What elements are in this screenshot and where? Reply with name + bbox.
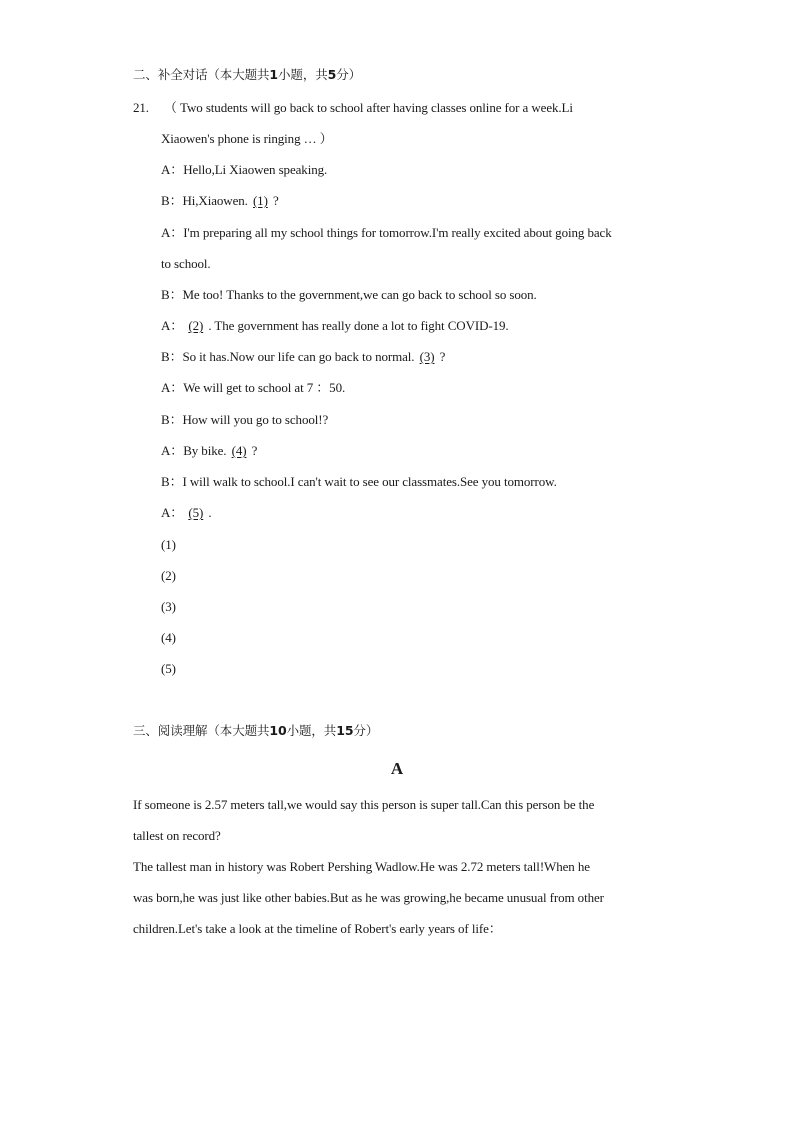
heading-score: 5 [327, 67, 337, 82]
answer-slot-1: (1) [161, 537, 176, 552]
blank-2: (2) [188, 318, 204, 333]
dialogue-line [161, 505, 212, 521]
dialogue-text: B：So it has.Now our life can go back to normal. [161, 349, 418, 364]
heading-count: 1 [269, 67, 279, 82]
dialogue-text: A： [161, 318, 187, 333]
dialogue-line: B：Me too! Thanks to the government,we can go back to school so soon. [161, 287, 537, 302]
dialogue-text: . The government has really done a lot to fight COVID-19. [205, 318, 509, 333]
dialogue-line: B：I will walk to school.I can't wait to see our classmates.See you tomorrow. [161, 474, 557, 489]
dialogue-text: A：By bike. [161, 443, 230, 458]
blank-1: (1) [252, 193, 268, 208]
passage-line: The tallest man in history was Robert Pershing Wadlow.He was 2.72 meters tall!When he [133, 859, 590, 874]
answer-slot-3: (3) [161, 599, 176, 614]
heading-text: 小题，共 [286, 723, 337, 738]
passage-line: was born,he was just like other babies.But as he was growing,he became unusual from other [133, 890, 604, 905]
heading-text: 小题，共 [278, 67, 328, 82]
blank-5: (5) [188, 505, 204, 520]
answer-slot-2: (2) [161, 568, 176, 583]
dialogue-line: A：I'm preparing all my school things for tomorrow.I'm really excited about going back [161, 225, 612, 240]
heading-text: 二、补全对话（本大题共 [133, 67, 270, 82]
question-intro-line: Xiaowen's phone is ringing … ） [161, 131, 333, 146]
heading-text: 分） [353, 723, 379, 738]
answer-slot-5: (5) [161, 661, 176, 676]
dialogue-line [161, 193, 279, 209]
passage-title: A [390, 759, 404, 778]
section-heading-dialogue [133, 67, 361, 83]
dialogue-line: A：We will get to school at 7 ：50. [161, 380, 346, 395]
blank-3: (3) [419, 349, 435, 364]
passage-line: If someone is 2.57 meters tall,we would say this person is super tall.Can this person be the [133, 797, 595, 812]
dialogue-text: B：Hi,Xiaowen. [161, 193, 251, 208]
dialogue-text: ? [248, 443, 258, 458]
blank-4: (4) [231, 443, 247, 458]
heading-score: 15 [336, 723, 354, 738]
question-number: 21. [133, 100, 149, 115]
dialogue-line [161, 443, 257, 459]
dialogue-line: B：How will you go to school!? [161, 412, 329, 427]
dialogue-line [161, 318, 509, 334]
heading-text: 分） [336, 67, 362, 82]
dialogue-line: to school. [161, 256, 211, 271]
section-heading-reading [133, 723, 378, 739]
dialogue-text: A： [161, 505, 187, 520]
dialogue-line: A：Hello,Li Xiaowen speaking. [161, 162, 328, 177]
answer-slot-4: (4) [161, 630, 176, 645]
dialogue-text: . [205, 505, 212, 520]
passage-line: children.Let's take a look at the timeline of Robert's early years of life： [133, 921, 502, 936]
dialogue-line [161, 349, 445, 365]
heading-text: 三、阅读理解（本大题共 [133, 723, 270, 738]
heading-count: 10 [269, 723, 287, 738]
question-intro-line: （ Two students will go back to school after having classes online for a week.Li [164, 100, 573, 115]
dialogue-text: ? [436, 349, 446, 364]
passage-line: tallest on record? [133, 828, 221, 843]
dialogue-text: ? [269, 193, 279, 208]
